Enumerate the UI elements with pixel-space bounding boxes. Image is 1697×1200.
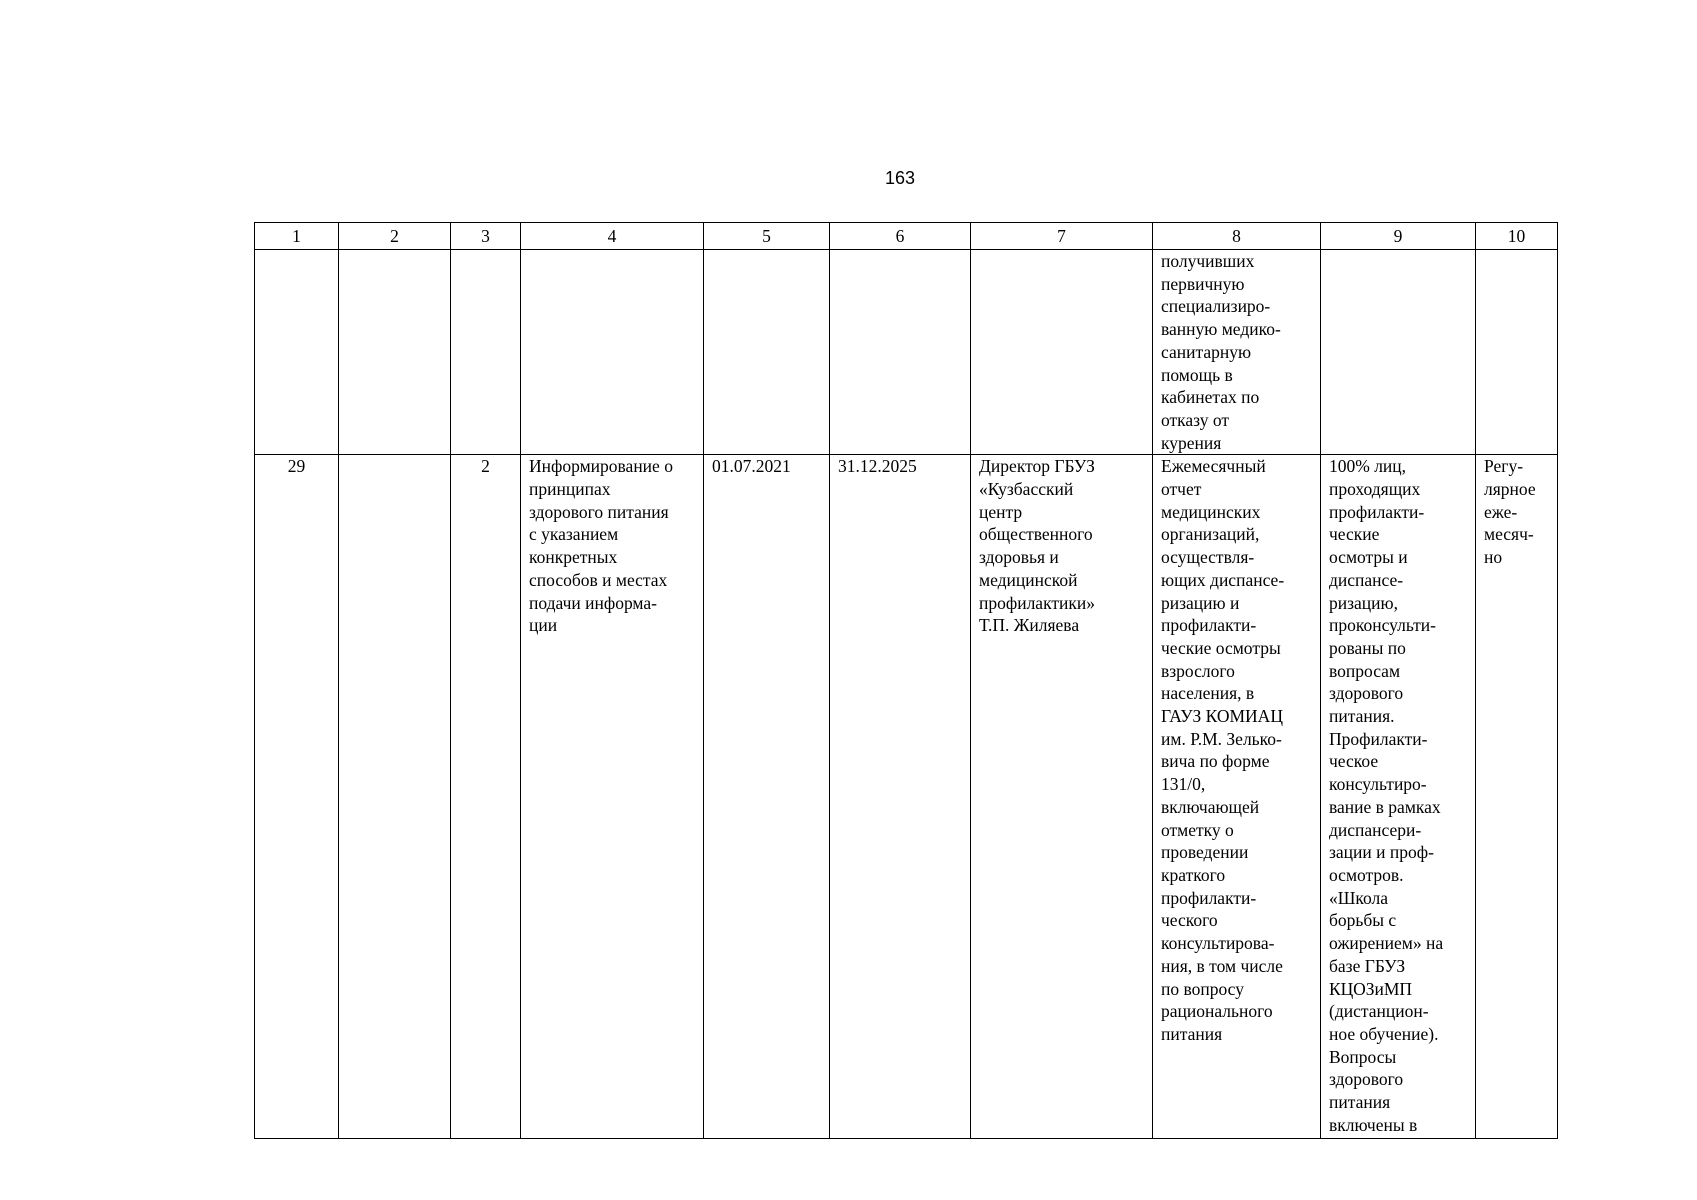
cell-responsible <box>971 250 1153 455</box>
cell-result <box>1321 250 1476 455</box>
cell-frequency <box>1476 250 1558 455</box>
cell-activity <box>521 250 704 455</box>
cell-report: получивших первичную специализиро- ванную медико- санитарную помощь в кабинетах по отказу от курения <box>1153 250 1321 455</box>
column-header: 8 <box>1153 223 1321 250</box>
page-number: 163 <box>884 168 916 188</box>
cell-col3: 2 <box>451 455 521 1139</box>
column-header: 2 <box>339 223 451 250</box>
column-header: 7 <box>971 223 1153 250</box>
cell-number: 29 <box>255 455 339 1139</box>
table-row <box>255 250 1558 455</box>
column-header: 10 <box>1476 223 1558 250</box>
plan-table <box>254 222 1558 1139</box>
cell-number <box>255 250 339 455</box>
column-header: 3 <box>451 223 521 250</box>
cell-col3 <box>451 250 521 455</box>
column-header: 5 <box>704 223 830 250</box>
cell-start-date <box>704 250 830 455</box>
cell-end-date <box>830 250 971 455</box>
column-header: 1 <box>255 223 339 250</box>
cell-responsible: Директор ГБУЗ «Кузбасский центр общественного здоровья и медицинской профилактики» Т.П. Жиляева <box>971 455 1153 1139</box>
column-header: 9 <box>1321 223 1476 250</box>
cell-start-date: 01.07.2021 <box>704 455 830 1139</box>
cell-frequency: Регу- лярное еже- месяч- но <box>1476 455 1558 1139</box>
column-header: 4 <box>521 223 704 250</box>
cell-activity: Информирование о принципах здорового питания с указанием конкретных способов и местах подачи информа- ции <box>521 455 704 1139</box>
cell-result: 100% лиц, проходящих профилакти- ческие осмотры и диспансе- ризацию, проконсульти- рованы по вопросам здорового питания. Профилакти- ческое консультиро- вание в рамках диспансери- зации и проф- осмотров. «Школа борьбы с ожирением» на базе ГБУЗ КЦОЗиМП (дистанцион- ное обучение). Вопросы здорового питания включены в <box>1321 455 1476 1139</box>
cell-col2 <box>339 455 451 1139</box>
column-header: 6 <box>830 223 971 250</box>
cell-col2 <box>339 250 451 455</box>
cell-report: Ежемесячный отчет медицинских организаций, осуществля- ющих диспансе- ризацию и профилакти- ческие осмотры взрослого населения, в ГАУЗ КОМИАЦ им. Р.М. Зелько- вича по форме 131/0, включающей отметку о проведении краткого профилакти- ческого консультирова- ния, в том числе по вопросу рационального питания <box>1153 455 1321 1139</box>
cell-end-date: 31.12.2025 <box>830 455 971 1139</box>
header-row <box>255 223 1558 250</box>
table-row <box>255 455 1558 1139</box>
